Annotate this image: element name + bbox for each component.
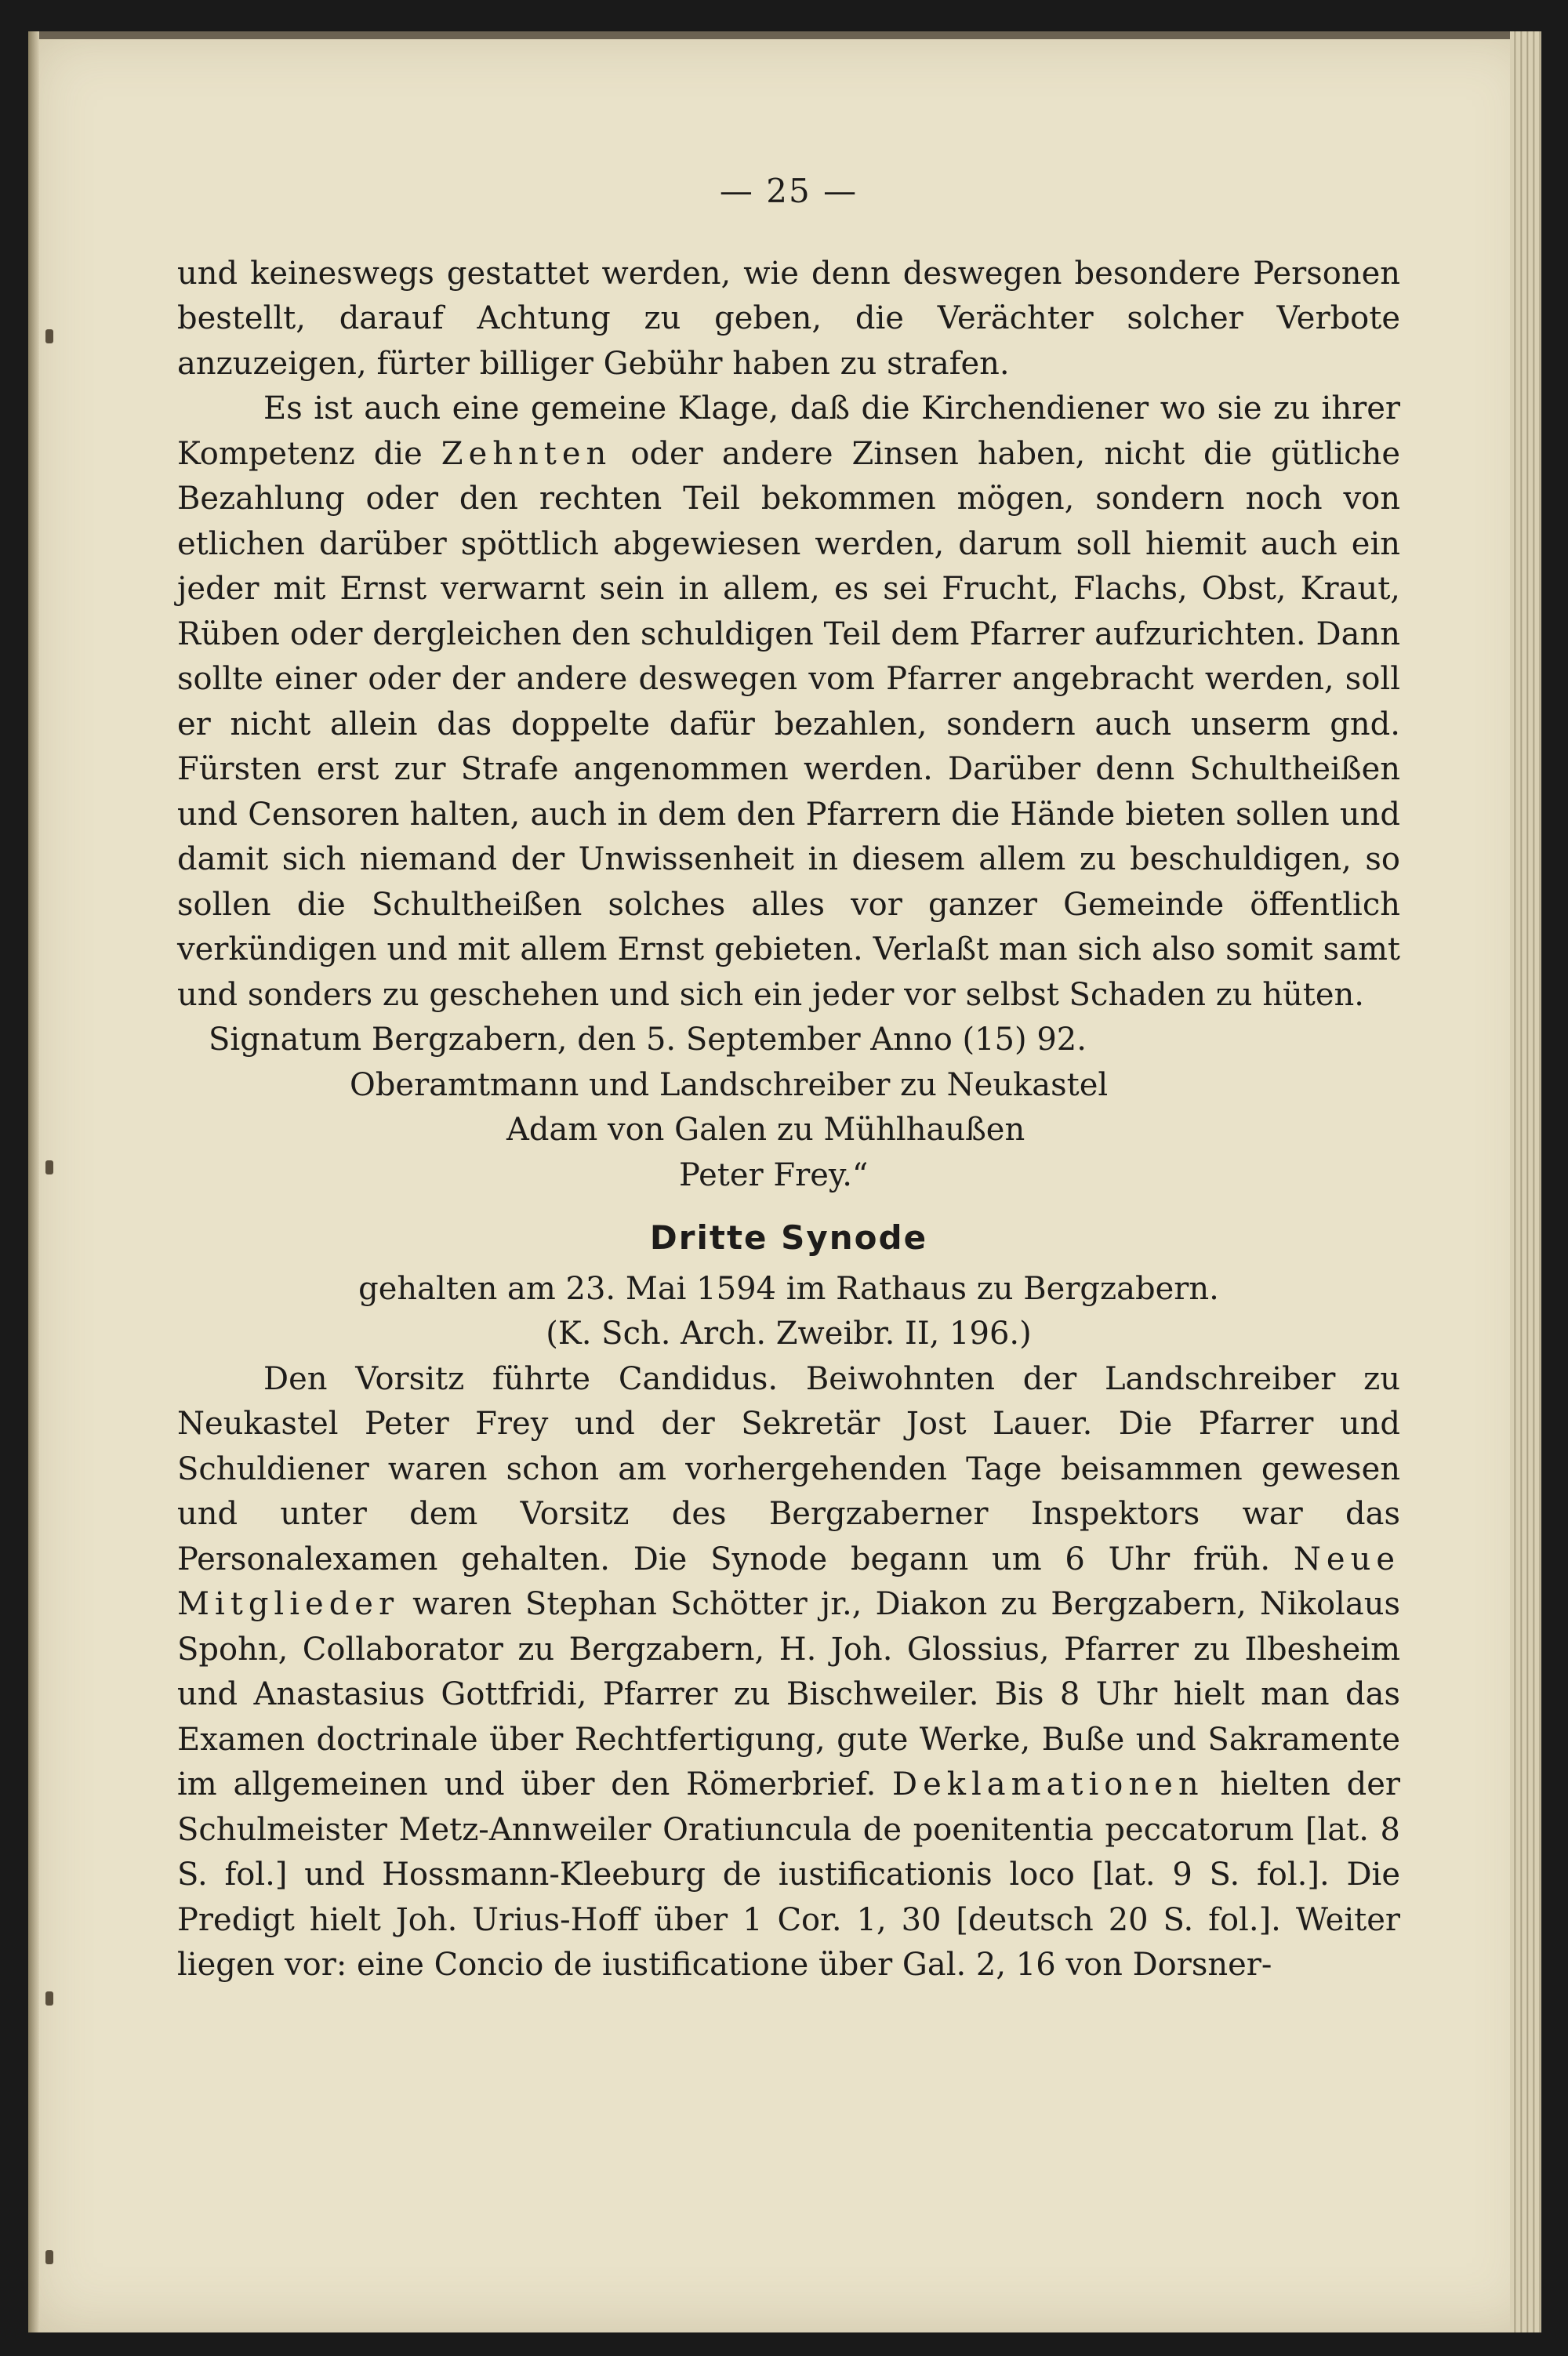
- page-stack-edge: [1510, 31, 1541, 2332]
- signature-line-3: Adam von Galen zu Mühlhaußen: [506, 1112, 1025, 1148]
- signature-line-1: Signatum Bergzabern, den 5. September Anno (15) 92.: [209, 1022, 1087, 1058]
- paragraph-2-text-a: Es ist auch eine gemeine Klage, daß die Kirchendiener wo sie zu ihrer Kompetenz die: [177, 390, 1400, 472]
- page-number: — 25 —: [719, 172, 858, 210]
- paragraph-2-text-b: oder andere Zinsen haben, nicht die gütliche Bezahlung oder den rechten Teil bekommen mögen, sondern noch von etlichen darüber spöttlich abgewiesen werden, darum soll hiemit auch ein jeder mit Ernst verwarnt sein in allem, es sei Frucht, Flachs, Obst, Kraut, Rüben oder dergleichen den schuldigen Teil dem Pfarrer aufzurichten. Dann sollte einer oder der andere deswegen vom Pfarrer angebracht werden, soll er nicht allein das doppelte dafür bezahlen, sondern auch unserm gnd. Fürsten erst zur Strafe angenommen werden. Darüber denn Schultheißen und Censoren halten, auch in dem den Pfarrern die Hände bieten sollen und damit sich niemand der Unwissenheit in diesem allem zu beschuldigen, so sollen die Schultheißen solches alles vor ganzer Gemeinde öffentlich verkündigen und mit allem Ernst gebieten. Verlaßt man sich also somit samt und sonders zu geschehen und sich ein jeder vor selbst Schaden zu hüten.: [177, 435, 1400, 1013]
- paragraph-2: [177, 387, 1400, 1018]
- section-subheading-1: gehalten am 23. Mai 1594 im Rathaus zu Bergzabern.: [358, 1270, 1219, 1307]
- paragraph-3-text-a: Den Vorsitz führte Candidus. Beiwohnten der Landschreiber zu Neukastel Peter Frey und der Sekretär Jost Lauer. Die Pfarrer und Schuldiener waren schon am vorhergehenden Tage beisammen gewesen und unter dem Vorsitz des Bergzaberner Inspektors war das Personalexamen gehalten. Die Synode begann um 6 Uhr früh.: [177, 1360, 1400, 1577]
- signature-line-2: Oberamtmann und Landschreiber zu Neukastel: [350, 1066, 1109, 1103]
- paragraph-1: und keineswegs gestattet werden, wie denn deswegen besondere Personen bestellt, darauf Achtung zu geben, die Verächter solcher Verbote anzuzeigen, fürter billiger Gebühr haben zu strafen.: [177, 255, 1400, 382]
- section-subheading-2: (K. Sch. Arch. Zweibr. II, 196.): [546, 1316, 1032, 1352]
- page-top-strip: [28, 31, 1541, 39]
- book-page: [28, 31, 1541, 2332]
- margin-mark: [45, 2250, 53, 2264]
- paragraph-3: [177, 1357, 1400, 1988]
- paragraph-3-spaced-term-2: Deklamationen: [892, 1766, 1204, 1802]
- paragraph-3-spaced-term-1: Neue Mitglieder: [177, 1541, 1400, 1622]
- margin-mark: [45, 1160, 53, 1174]
- margin-mark: [45, 329, 53, 343]
- paragraph-3-text-b: waren Stephan Schötter jr., Diakon zu Bergzabern, Nikolaus Spohn, Collaborator zu Bergzabern, H. Joh. Glossius, Pfarrer zu Ilbesheim und Anastasius Gottfridi, Pfarrer zu Bischweiler. Bis 8 Uhr hielt man das Examen doctrinale über Rechtfertigung, gute Werke, Buße und Sakramente im allgemeinen und über den Römerbrief.: [177, 1586, 1400, 1802]
- margin-mark: [45, 1991, 53, 2006]
- page-content: [177, 169, 1400, 1988]
- page-gutter: [28, 31, 39, 2332]
- section-heading: Dritte Synode: [649, 1218, 928, 1257]
- paragraph-2-spaced-term: Zehnten: [441, 435, 612, 472]
- paragraph-3-text-c: hielten der Schulmeister Metz-Annweiler Oratiuncula de poenitentia peccatorum [lat. 8 S. fol.] und Hossmann-Kleeburg de iustificationis loco [lat. 9 S. fol.]. Die Predigt hielt Joh. Urius-Hoff über 1 Cor. 1, 30 [deutsch 20 S. fol.]. Weiter liegen vor: eine Concio de iustificatione über Gal. 2, 16 von Dorsner-: [177, 1766, 1400, 1983]
- signature-block: [177, 1018, 1400, 1198]
- signature-line-4: Peter Frey.“: [679, 1156, 869, 1193]
